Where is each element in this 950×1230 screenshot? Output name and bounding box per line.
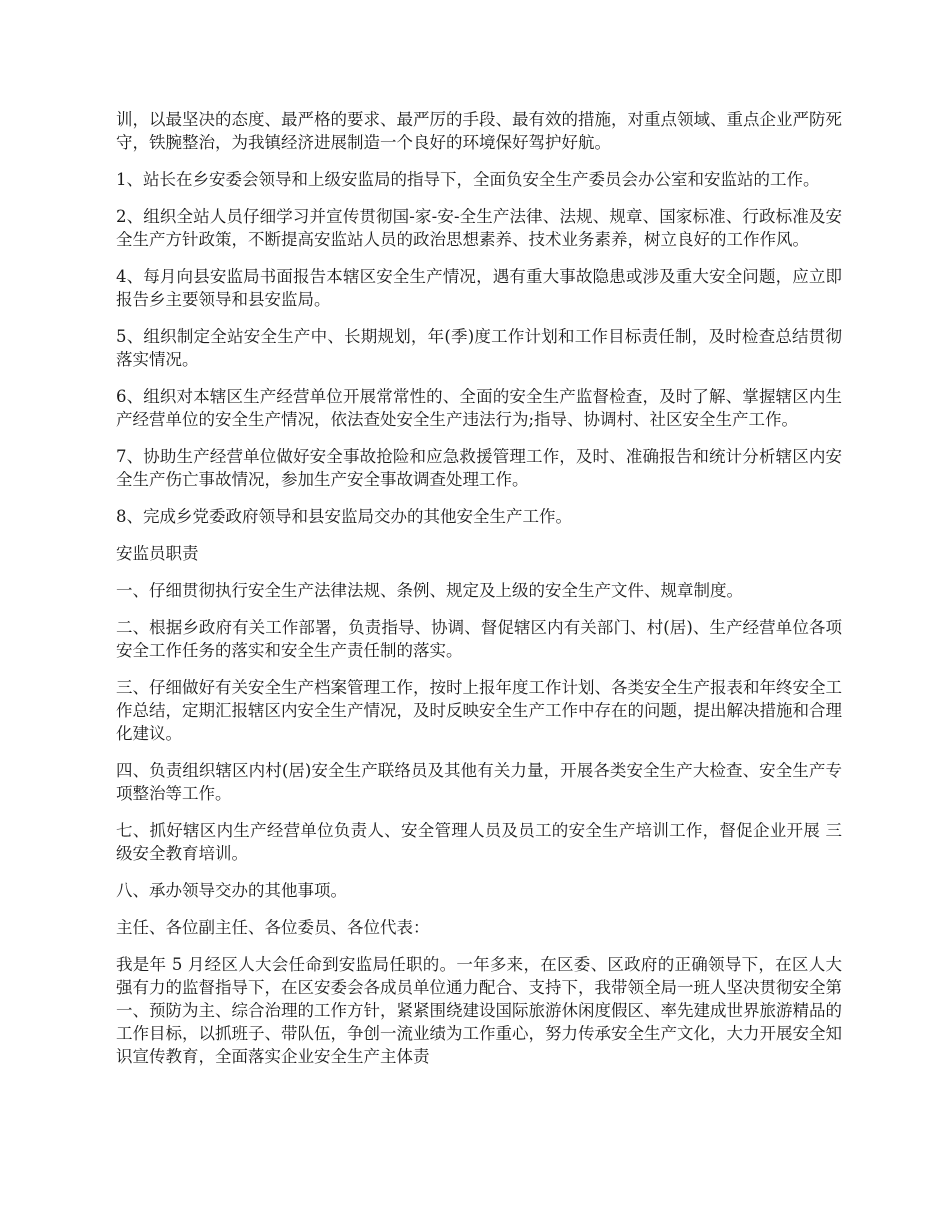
paragraph: 6、组织对本辖区生产经营单位开展常常性的、全面的安全生产监督检查，及时了解、掌握辖区内生产经营单位的安全生产情况，依法查处安全生产违法行为;指导、协调村、社区安全生产工作。 [116,387,842,429]
paragraph: 7、协助生产经营单位做好安全事故抢险和应急救援管理工作，及时、准确报告和统计分析辖区内安全生产伤亡事故情况，参加生产安全事故调查处理工作。 [116,447,842,489]
paragraph: 1、站长在乡安委会领导和上级安监局的指导下，全面负安全生产委员会办公室和安监站的工作。 [116,170,820,189]
document-body [116,108,842,1082]
paragraph: 二、根据乡政府有关工作部署，负责指导、协调、督促辖区内有关部门、村(居)、生产经营单位各项安全工作任务的落实和安全生产责任制的落实。 [116,618,842,660]
paragraph: 8、完成乡党委政府领导和县安监局交办的其他安全生产工作。 [116,507,572,526]
salutation: 主任、各位副主任、各位委员、各位代表： [116,918,430,937]
paragraph: 一、仔细贯彻执行安全生产法律法规、条例、规定及上级的安全生产文件、规章制度。 [116,581,743,600]
paragraph: 七、抓好辖区内生产经营单位负责人、安全管理人员及员工的安全生产培训工作，督促企业开展 三级安全教育培训。 [116,821,842,863]
paragraph: 2、组织全站人员仔细学习并宣传贯彻国-家-安-全生产法律、法规、规章、国家标准、行政标准及安全生产方针政策，不断提高安监站人员的政治思想素养、技术业务素养，树立良好的工作作风。 [116,207,842,249]
paragraph: 八、承办领导交办的其他事项。 [116,881,347,900]
paragraph: 5、组织制定全站安全生产中、长期规划，年(季)度工作计划和工作目标责任制，及时检查总结贯彻落实情况。 [116,327,842,369]
paragraph: 训，以最坚决的态度、最严格的要求、最严厉的手段、最有效的措施，对重点领域、重点企业严防死守，铁腕整治，为我镇经济进展制造一个良好的环境保好驾护好航。 [116,110,842,152]
paragraph: 我是年 5 月经区人大会任命到安监局任职的。一年多来，在区委、区政府的正确领导下，在区人大强有力的监督指导下，在区安委会各成员单位通力配合、支持下，我带领全局一班人坚决贯彻安全第一、预防为主、综合治理的工作方针，紧紧围绕建设国际旅游休闲度假区、率先建成世界旅游精品的工作目标，以抓班子、带队伍，争创一流业绩为工作重心，努力传承安全生产文化，大力开展安全知识宣传教育，全面落实企业安全生产主体责 [116,955,842,1066]
paragraph: 四、负责组织辖区内村(居)安全生产联络员及其他有关力量，开展各类安全生产大检查、安全生产专项整治等工作。 [116,761,842,803]
paragraph: 4、每月向县安监局书面报告本辖区安全生产情况，遇有重大事故隐患或涉及重大安全问题，应立即报告乡主要领导和县安监局。 [116,267,842,309]
section-heading: 安监员职责 [116,544,199,563]
paragraph: 三、仔细做好有关安全生产档案管理工作，按时上报年度工作计划、各类安全生产报表和年终安全工作总结，定期汇报辖区内安全生产情况，及时反映安全生产工作中存在的问题，提出解决措施和合理化建议。 [116,678,842,743]
